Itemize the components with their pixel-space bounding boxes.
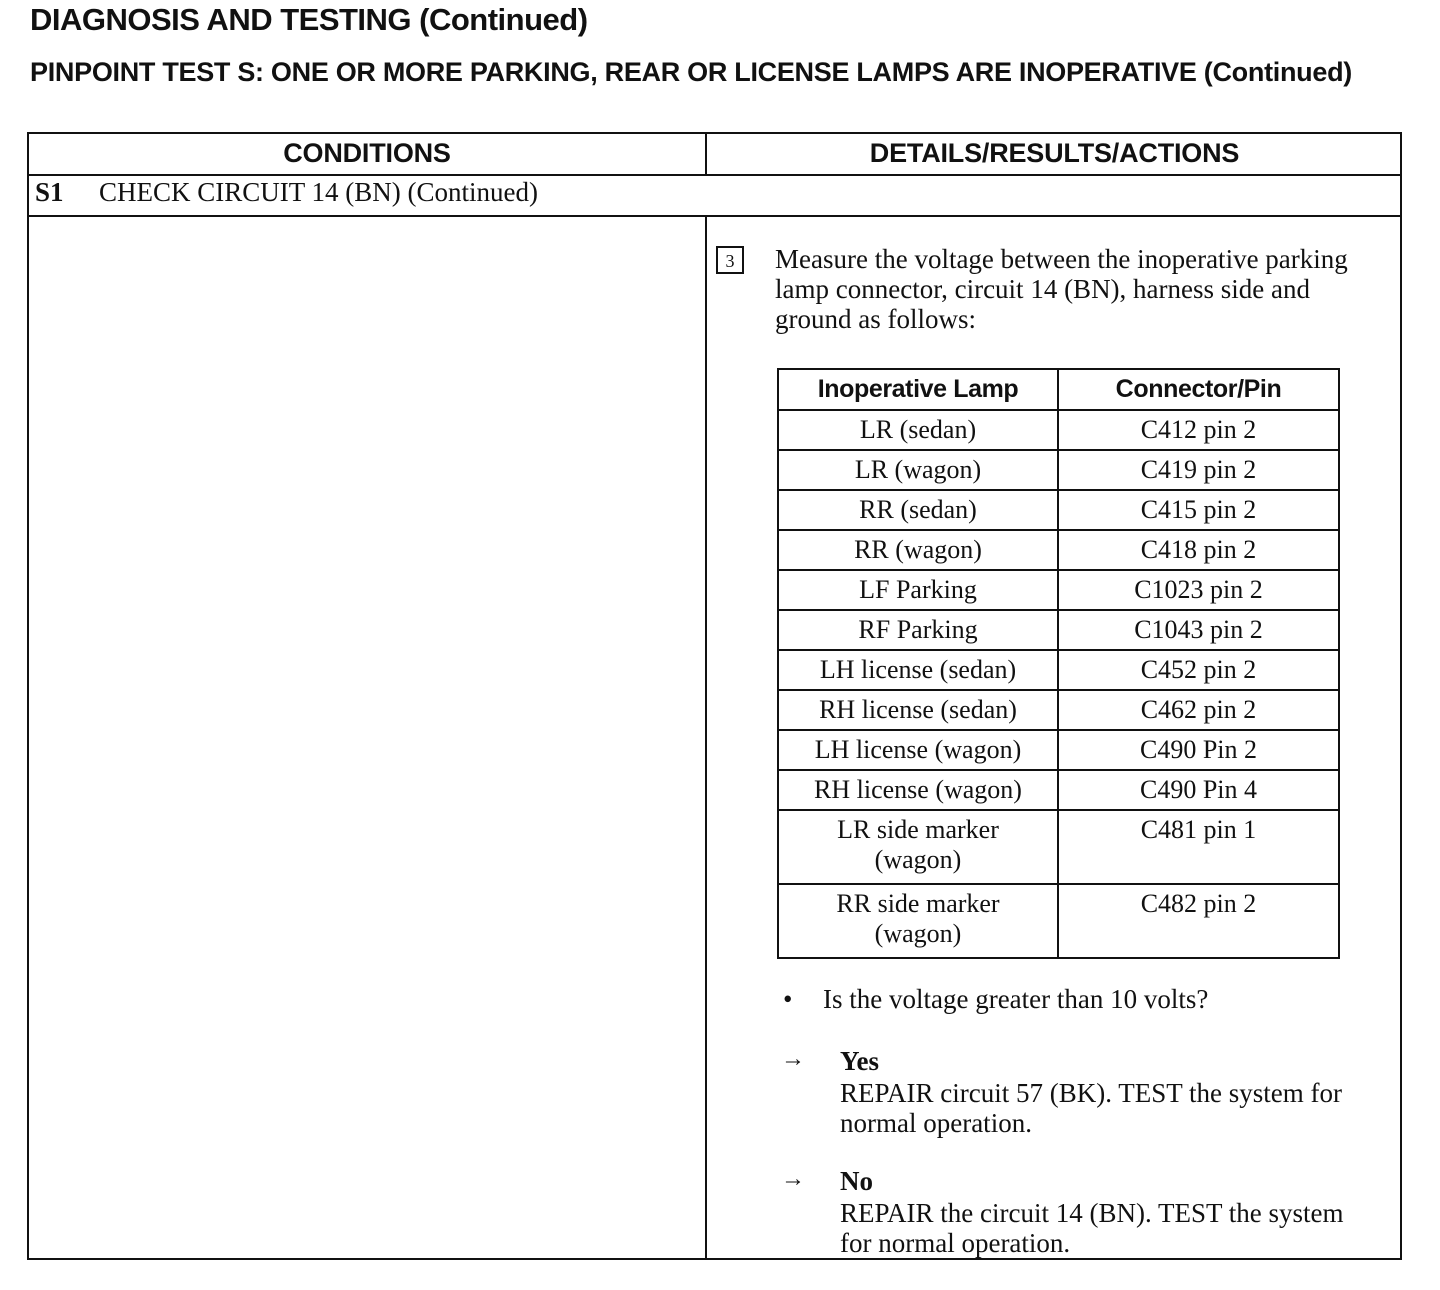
details-header: DETAILS/RESULTS/ACTIONS <box>869 138 1240 168</box>
bullet-icon: • <box>783 984 793 1014</box>
pin-cell: C481 pin 1 <box>1058 810 1339 884</box>
step-row <box>35 177 538 208</box>
lamp-table-header-row <box>778 369 1339 410</box>
pin-cell: C418 pin 2 <box>1058 530 1339 570</box>
table-row <box>778 570 1339 610</box>
header-divider <box>29 174 1400 176</box>
substep-number-box: 3 <box>716 246 744 274</box>
lamp-cell: RF Parking <box>778 610 1058 650</box>
table-row <box>778 690 1339 730</box>
lamp-cell-line2: (wagon) <box>874 845 962 874</box>
lamp-column-header: Inoperative Lamp <box>778 369 1058 410</box>
pin-cell: C419 pin 2 <box>1058 450 1339 490</box>
lamp-cell: LF Parking <box>778 570 1058 610</box>
pin-cell: C482 pin 2 <box>1058 884 1339 958</box>
answer-no-label: No <box>840 1166 873 1196</box>
lamp-cell <box>778 884 1058 958</box>
answer-no-action: REPAIR the circuit 14 (BN). TEST the system for normal operation. <box>840 1198 1344 1258</box>
conditions-header: CONDITIONS <box>283 138 451 168</box>
question-bullet <box>783 984 1208 1015</box>
lamp-cell <box>778 810 1058 884</box>
lamp-cell-line1: LR side marker <box>837 815 999 844</box>
pin-cell: C490 Pin 4 <box>1058 770 1339 810</box>
column-divider-body <box>705 215 707 1258</box>
table-row <box>778 810 1339 884</box>
lamp-cell: LH license (sedan) <box>778 650 1058 690</box>
diagnosis-table <box>27 132 1402 1260</box>
pin-column-header: Connector/Pin <box>1058 369 1339 410</box>
table-row <box>778 490 1339 530</box>
step-id: S1 <box>35 177 64 207</box>
step-title: CHECK CIRCUIT 14 (BN) (Continued) <box>99 177 538 207</box>
pinpoint-test-title: PINPOINT TEST S: ONE OR MORE PARKING, REAR OR LICENSE LAMPS ARE INOPERATIVE (Continued) <box>30 57 1352 87</box>
answer-yes-label: Yes <box>840 1046 879 1076</box>
table-row <box>778 410 1339 450</box>
table-row <box>778 610 1339 650</box>
lamp-cell: RH license (sedan) <box>778 690 1058 730</box>
pin-cell: C490 Pin 2 <box>1058 730 1339 770</box>
lamp-cell: LR (sedan) <box>778 410 1058 450</box>
lamp-cell: RH license (wagon) <box>778 770 1058 810</box>
question-text: Is the voltage greater than 10 volts? <box>823 984 1209 1014</box>
step-row-divider <box>29 215 1400 217</box>
lamp-cell: LR (wagon) <box>778 450 1058 490</box>
pin-cell: C412 pin 2 <box>1058 410 1339 450</box>
lamp-cell-line2: (wagon) <box>874 919 962 948</box>
substep-instruction: Measure the voltage between the inoperative parking lamp connector, circuit 14 (BN), harness side and ground as follows: <box>775 244 1348 334</box>
table-row <box>778 730 1339 770</box>
pin-cell: C1043 pin 2 <box>1058 610 1339 650</box>
arrow-right-icon: → <box>781 1046 805 1072</box>
table-row <box>778 650 1339 690</box>
pin-cell: C452 pin 2 <box>1058 650 1339 690</box>
table-row <box>778 530 1339 570</box>
answer-yes-action: REPAIR circuit 57 (BK). TEST the system for normal operation. <box>840 1078 1342 1138</box>
arrow-right-icon: → <box>781 1166 805 1192</box>
table-row <box>778 450 1339 490</box>
page-title: DIAGNOSIS AND TESTING (Continued) <box>30 2 588 37</box>
lamp-cell: RR (wagon) <box>778 530 1058 570</box>
lamp-connector-table <box>777 368 1340 959</box>
pin-cell: C462 pin 2 <box>1058 690 1339 730</box>
pin-cell: C1023 pin 2 <box>1058 570 1339 610</box>
lamp-cell-line1: RR side marker <box>836 889 1000 918</box>
table-row <box>778 884 1339 958</box>
table-row <box>778 770 1339 810</box>
pin-cell: C415 pin 2 <box>1058 490 1339 530</box>
lamp-cell: LH license (wagon) <box>778 730 1058 770</box>
lamp-cell: RR (sedan) <box>778 490 1058 530</box>
